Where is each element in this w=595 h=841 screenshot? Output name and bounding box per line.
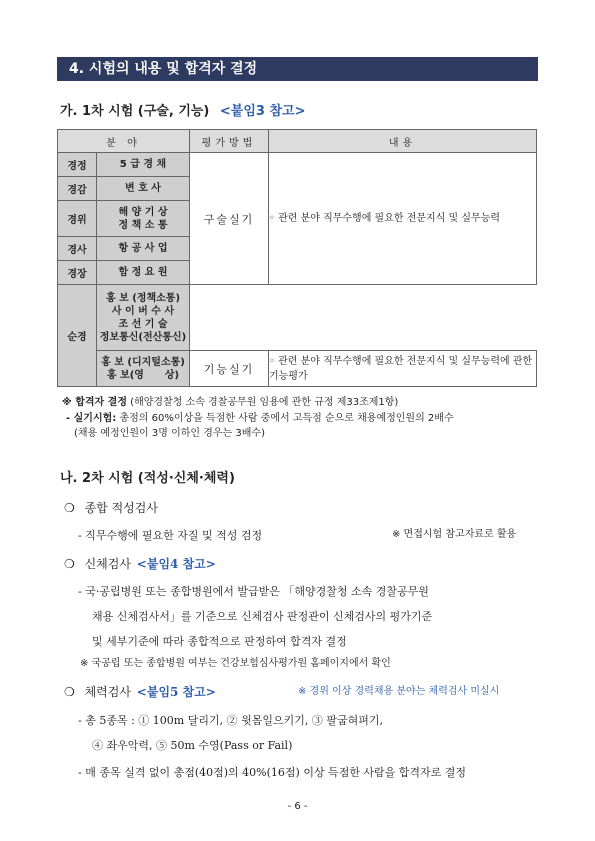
fitness-line-2: ④ 좌우악력, ⑤ 50m 수영(Pass or Fail) (92, 739, 293, 752)
circle-bullet-icon: ❍ (64, 501, 75, 515)
header-content: 내용 (269, 130, 537, 153)
field-line: 정보통신(전산통신) (99, 331, 187, 343)
row-field: 항 공 사 업 (97, 237, 190, 261)
header-field: 분 야 (58, 130, 190, 153)
row-category: 경사 (58, 237, 97, 261)
fitness-line-1: - 총 5종목 : ① 100m 달리기, ② 윗몸일으키기, ③ 팔굽혀펴기, (78, 714, 383, 727)
note-label: - 실기시험: (66, 413, 117, 424)
physical-line-2: 채용 신체검사서」를 기준으로 신체검사 판정관이 신체검사의 평가기준 (92, 610, 433, 623)
circle-bullet-icon: ❍ (64, 557, 75, 571)
field-line: 홍 보 (디지털소통) (101, 356, 185, 368)
note-practical-exception: (채용 예정인원이 3명 이하인 경우는 3배수) (74, 428, 265, 439)
note-practical (66, 412, 454, 426)
fitness-label: 체력검사 (84, 685, 131, 699)
row-category: 경위 (58, 201, 97, 237)
field-line: 조 선 기 술 (118, 318, 168, 330)
physical-label: 신체검사 (84, 557, 131, 571)
field-line: 정 책 소 통 (118, 219, 168, 231)
row-field: 5 급 경 채 (97, 153, 190, 177)
field-line: 해 양 기 상 (118, 206, 168, 218)
row-field: 변 호 사 (97, 177, 190, 201)
physical-line-1: - 국·공립병원 또는 종합병원에서 발급받은 「해양경찰청 소속 경찰공무원 (78, 585, 429, 598)
content-oral: ◦ 관련 분야 직무수행에 필요한 전문지식 및 실무능력 (269, 153, 537, 285)
fitness-ref: <붙임5 참고> (136, 685, 216, 699)
fitness-note: ※ 경위 이상 경력채용 분야는 체력검사 미실시 (298, 686, 500, 697)
method-oral: 구술실기 (190, 153, 269, 285)
physical-line-3: 및 세부기준에 따라 종합적으로 판정하여 합격자 결정 (92, 635, 347, 648)
aptitude-note: ※ 면접시험 참고자료로 활용 (392, 529, 517, 540)
table-row (58, 351, 537, 387)
fitness-item (64, 683, 216, 700)
part-a-heading (60, 100, 306, 119)
note-text: 총점의 60%이상을 득점한 사람 중에서 고득점 순으로 채용예정인원의 2배수 (116, 413, 454, 424)
row-field (97, 351, 190, 387)
part-b-heading: 나. 2차 시험 (적성·신체·체력) (60, 471, 235, 486)
header-method: 평가방법 (190, 130, 269, 153)
row-category: 경감 (58, 177, 97, 201)
physical-ref: <붙임4 참고> (136, 557, 216, 571)
row-category: 경정 (58, 153, 97, 177)
table-row (58, 153, 537, 177)
aptitude-label: 종합 적성검사 (84, 501, 158, 515)
field-line: 홍 보 (정책소통) (105, 292, 181, 304)
page-number: - 6 - (287, 801, 308, 812)
table-row (58, 285, 537, 351)
physical-note: ※ 국공립 또는 종합병원 여부는 건강보험심사평가원 홈페이지에서 확인 (80, 658, 391, 669)
exam-table (57, 129, 537, 387)
note-label: ※ 합격자 결정 (62, 397, 127, 408)
table-header-row (58, 130, 537, 153)
row-category: 순경 (58, 285, 97, 387)
field-line: 사 이 버 수 사 (111, 305, 175, 317)
circle-bullet-icon: ❍ (64, 685, 75, 699)
part-a-ref: <붙임3 참고> (219, 104, 306, 119)
section-title-banner: 4. 시험의 내용 및 합격자 결정 (57, 57, 538, 81)
content-skill: ◦ 관련 분야 직무수행에 필요한 전문지식 및 실무능력에 관한 기능평가 (269, 351, 537, 387)
note-pass-decision (62, 396, 398, 410)
row-category: 경장 (58, 261, 97, 285)
fitness-line-3: - 매 종목 실격 없이 총점(40점)의 40%(16점) 이상 득점한 사람을 합격자로 결정 (78, 766, 467, 779)
row-field (97, 201, 190, 237)
method-skill: 기능실기 (190, 351, 269, 387)
row-field (97, 285, 190, 351)
row-field: 함 정 요 원 (97, 261, 190, 285)
physical-item (64, 555, 216, 572)
field-line: 홍 보(영 상) (106, 369, 180, 381)
part-a-title: 가. 1차 시험 (구술, 기능) (60, 104, 210, 119)
aptitude-desc: - 직무수행에 필요한 자질 및 적성 검정 (78, 529, 263, 542)
aptitude-item (64, 499, 158, 516)
note-text: (해양경찰청 소속 경찰공무원 임용에 관한 규정 제33조제1항) (127, 397, 399, 408)
